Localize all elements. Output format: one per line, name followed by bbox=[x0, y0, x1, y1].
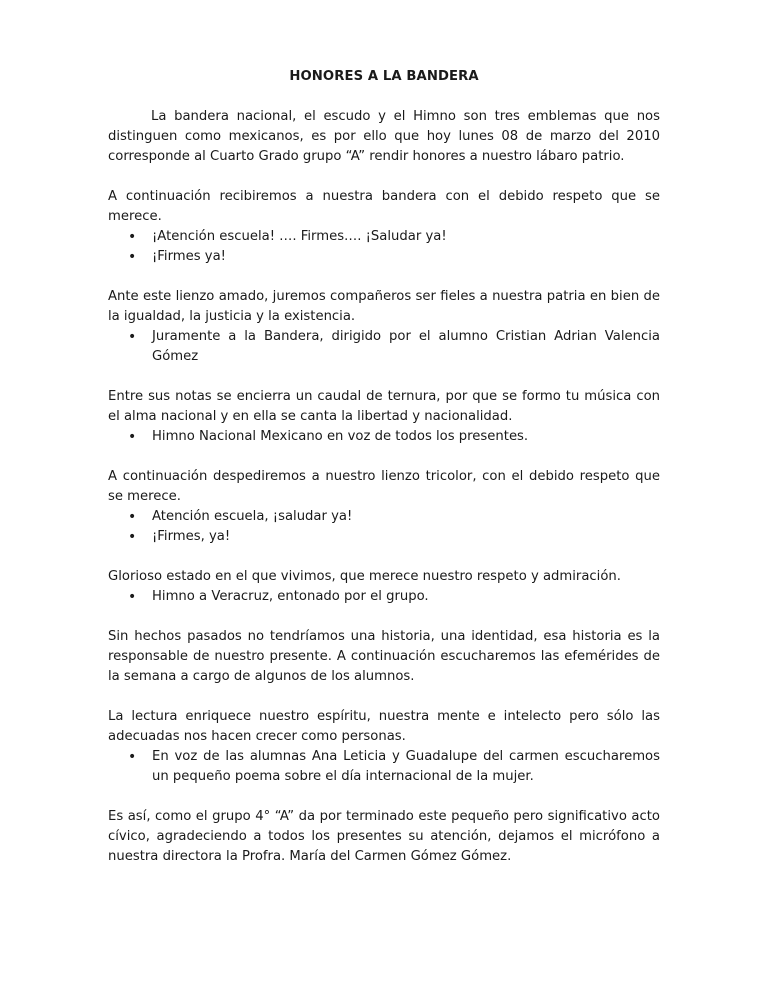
list-item-text: Himno Nacional Mexicano en voz de todos los presentes. bbox=[152, 429, 529, 444]
section3-list bbox=[108, 427, 660, 447]
list-item bbox=[108, 507, 660, 527]
list-item-text: ¡Firmes ya! bbox=[152, 249, 226, 264]
section3-paragraph: Entre sus notas se encierra un caudal de ternura, por que se formo tu música con el alma nacional y en ella se canta la libertad y nacionalidad. bbox=[108, 389, 660, 424]
list-item-text: Atención escuela, ¡saludar ya! bbox=[152, 509, 353, 524]
list-item-text: ¡Atención escuela! …. Firmes…. ¡Saludar ya! bbox=[152, 229, 447, 244]
spacer bbox=[108, 447, 660, 467]
list-item bbox=[108, 587, 660, 607]
closing-paragraph: Es así, como el grupo 4° “A” da por terminado este pequeño pero significativo acto cívico, agradeciendo a todos los presentes su atención, dejamos el micrófono a nuestra directora la Profra. María del Carmen Gómez Gómez. bbox=[108, 809, 660, 864]
section2-list bbox=[108, 327, 660, 367]
section6-paragraph: Sin hechos pasados no tendríamos una historia, una identidad, esa historia es la responsable de nuestro presente. A continuación escucharemos las efemérides de la semana a cargo de algunos de los alumnos. bbox=[108, 629, 660, 684]
list-item bbox=[108, 327, 660, 367]
list-item bbox=[108, 747, 660, 787]
spacer bbox=[108, 267, 660, 287]
spacer bbox=[108, 547, 660, 567]
section7-list bbox=[108, 747, 660, 787]
list-item-text: Juramente a la Bandera, dirigido por el alumno Cristian Adrian Valencia Gómez bbox=[152, 329, 660, 364]
page-title: HONORES A LA BANDERA bbox=[289, 69, 479, 84]
list-item bbox=[108, 227, 660, 247]
bullet-icon: • bbox=[128, 589, 137, 605]
bullet-icon: • bbox=[128, 529, 137, 545]
spacer bbox=[108, 367, 660, 387]
list-item-text: En voz de las alumnas Ana Leticia y Guadalupe del carmen escucharemos un pequeño poema sobre el día internacional de la mujer. bbox=[152, 749, 660, 784]
spacer bbox=[108, 167, 660, 187]
spacer bbox=[108, 687, 660, 707]
section4-paragraph: A continuación despediremos a nuestro lienzo tricolor, con el debido respeto que se merece. bbox=[108, 469, 660, 504]
spacer bbox=[108, 607, 660, 627]
section5-list bbox=[108, 587, 660, 607]
list-item-text: Himno a Veracruz, entonado por el grupo. bbox=[152, 589, 429, 604]
bullet-icon: • bbox=[128, 429, 137, 445]
section5-paragraph: Glorioso estado en el que vivimos, que merece nuestro respeto y admiración. bbox=[108, 569, 621, 584]
section7-paragraph: La lectura enriquece nuestro espíritu, nuestra mente e intelecto pero sólo las adecuadas nos hacen crecer como personas. bbox=[108, 709, 660, 744]
spacer bbox=[108, 787, 660, 807]
section1-list bbox=[108, 227, 660, 267]
bullet-icon: • bbox=[128, 749, 137, 765]
list-item bbox=[108, 427, 660, 447]
bullet-icon: • bbox=[128, 329, 137, 345]
bullet-icon: • bbox=[128, 229, 137, 245]
list-item bbox=[108, 527, 660, 547]
section2-paragraph: Ante este lienzo amado, juremos compañeros ser fieles a nuestra patria en bien de la igualdad, la justicia y la existencia. bbox=[108, 289, 660, 324]
section4-list bbox=[108, 507, 660, 547]
bullet-icon: • bbox=[128, 249, 137, 265]
bullet-icon: • bbox=[128, 509, 137, 525]
list-item bbox=[108, 247, 660, 267]
list-item-text: ¡Firmes, ya! bbox=[152, 529, 231, 544]
section1-paragraph: A continuación recibiremos a nuestra bandera con el debido respeto que se merece. bbox=[108, 189, 660, 224]
intro-paragraph: La bandera nacional, el escudo y el Himno son tres emblemas que nos distinguen como mexicanos, es por ello que hoy lunes 08 de marzo del 2010 corresponde al Cuarto Grado grupo “A” rendir honores a nuestro lábaro patrio. bbox=[108, 109, 660, 164]
